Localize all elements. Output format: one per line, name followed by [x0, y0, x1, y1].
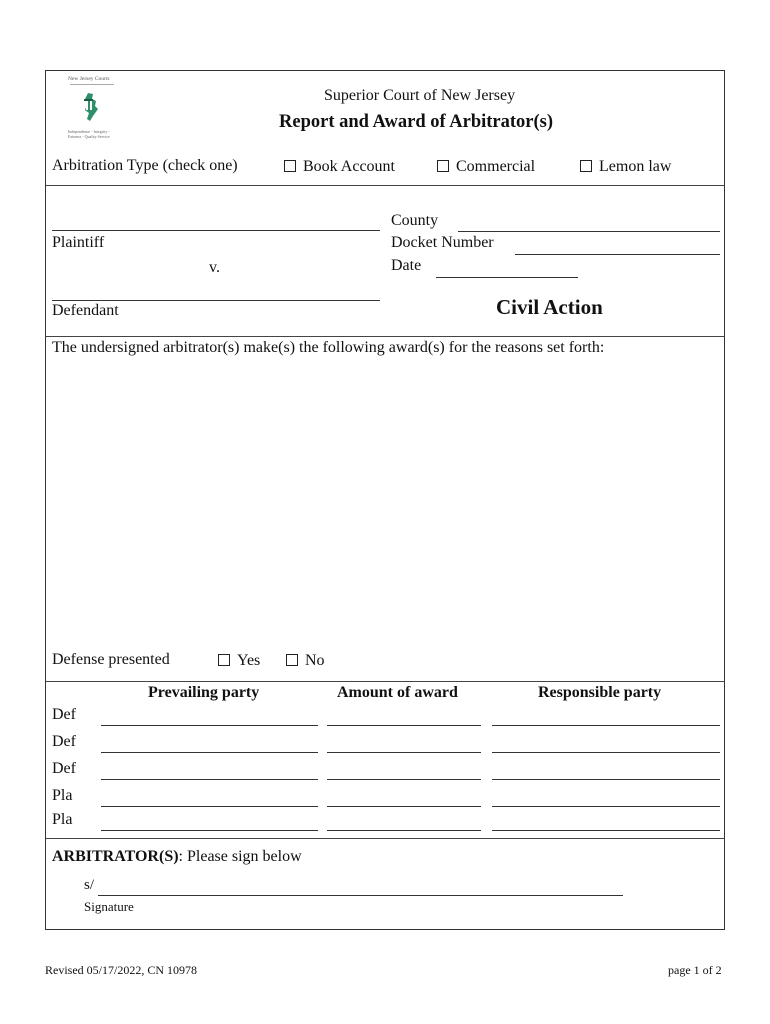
checkbox-commercial[interactable] [437, 158, 535, 176]
county-field[interactable] [458, 231, 720, 232]
checkbox-book-account[interactable] [284, 158, 395, 176]
row-party-label: Pla [52, 787, 73, 804]
plaintiff-label: Plaintiff [52, 234, 105, 251]
plaintiff-line[interactable] [52, 230, 380, 231]
checkbox-icon [437, 160, 449, 172]
date-label: Date [391, 257, 422, 274]
arbitrators-heading-bold: ARBITRATOR(S) [52, 848, 179, 865]
revision-note: Revised 05/17/2022, CN 10978 [45, 963, 197, 977]
award-form [45, 70, 725, 930]
checkbox-defense-yes[interactable] [218, 652, 260, 670]
checkbox-icon [218, 654, 230, 666]
row-party-label: Def [52, 733, 76, 750]
responsible-party-field[interactable] [492, 725, 720, 726]
section-divider [46, 185, 724, 186]
arbitrators-heading [52, 848, 302, 866]
section-divider [46, 336, 724, 337]
option-label: Yes [237, 652, 261, 669]
defense-presented-label: Defense presented [52, 651, 170, 668]
prevailing-party-field[interactable] [101, 752, 318, 753]
row-party-label: Def [52, 706, 76, 723]
signature-field[interactable] [98, 895, 623, 896]
checkbox-icon [580, 160, 592, 172]
civil-action-heading: Civil Action [496, 295, 603, 319]
award-reasons-area[interactable] [50, 363, 720, 648]
section-divider [46, 838, 724, 839]
responsible-party-field[interactable] [492, 806, 720, 807]
column-header-amount-of-award: Amount of award [337, 684, 458, 701]
logo-caption: Independence - Integrity - Fairness - Quality Service [68, 129, 110, 139]
checkbox-icon [286, 654, 298, 666]
amount-of-award-field[interactable] [327, 830, 481, 831]
checkbox-defense-no[interactable] [286, 652, 325, 670]
responsible-party-field[interactable] [492, 830, 720, 831]
prevailing-party-field[interactable] [101, 806, 318, 807]
section-divider [46, 681, 724, 682]
row-party-label: Pla [52, 811, 73, 828]
column-header-responsible-party: Responsible party [538, 684, 662, 701]
docket-number-label: Docket Number [391, 234, 494, 251]
row-party-label: Def [52, 760, 76, 777]
nj-courts-logo [68, 76, 120, 140]
versus-label: v. [209, 259, 220, 276]
arbitration-type-label: Arbitration Type (check one) [52, 157, 238, 174]
option-label: No [305, 652, 325, 669]
defendant-line[interactable] [52, 300, 380, 301]
arbitrators-heading-rest: : Please sign below [178, 848, 302, 865]
prevailing-party-field[interactable] [101, 779, 318, 780]
date-field[interactable] [436, 277, 578, 278]
docket-number-field[interactable] [515, 254, 720, 255]
responsible-party-field[interactable] [492, 752, 720, 753]
checkbox-lemon-law[interactable] [580, 158, 671, 176]
logo-title: New Jersey Courts [68, 76, 110, 82]
option-label: Commercial [456, 158, 536, 175]
option-label: Lemon law [599, 158, 672, 175]
county-label: County [391, 212, 439, 229]
amount-of-award-field[interactable] [327, 725, 481, 726]
page-title: Report and Award of Arbitrator(s) [279, 112, 554, 132]
signature-label: Signature [84, 899, 134, 914]
option-label: Book Account [303, 158, 395, 175]
prevailing-party-field[interactable] [101, 725, 318, 726]
amount-of-award-field[interactable] [327, 779, 481, 780]
signature-prefix: s/ [84, 877, 95, 893]
checkbox-icon [284, 160, 296, 172]
column-header-prevailing-party: Prevailing party [148, 684, 260, 701]
award-statement: The undersigned arbitrator(s) make(s) the following award(s) for the reasons set forth: [52, 339, 605, 356]
page-number: page 1 of 2 [668, 963, 722, 977]
amount-of-award-field[interactable] [327, 806, 481, 807]
court-name: Superior Court of New Jersey [324, 87, 516, 104]
defendant-label: Defendant [52, 302, 119, 319]
amount-of-award-field[interactable] [327, 752, 481, 753]
logo-divider [70, 84, 114, 85]
responsible-party-field[interactable] [492, 779, 720, 780]
nj-state-icon [80, 92, 102, 122]
prevailing-party-field[interactable] [101, 830, 318, 831]
